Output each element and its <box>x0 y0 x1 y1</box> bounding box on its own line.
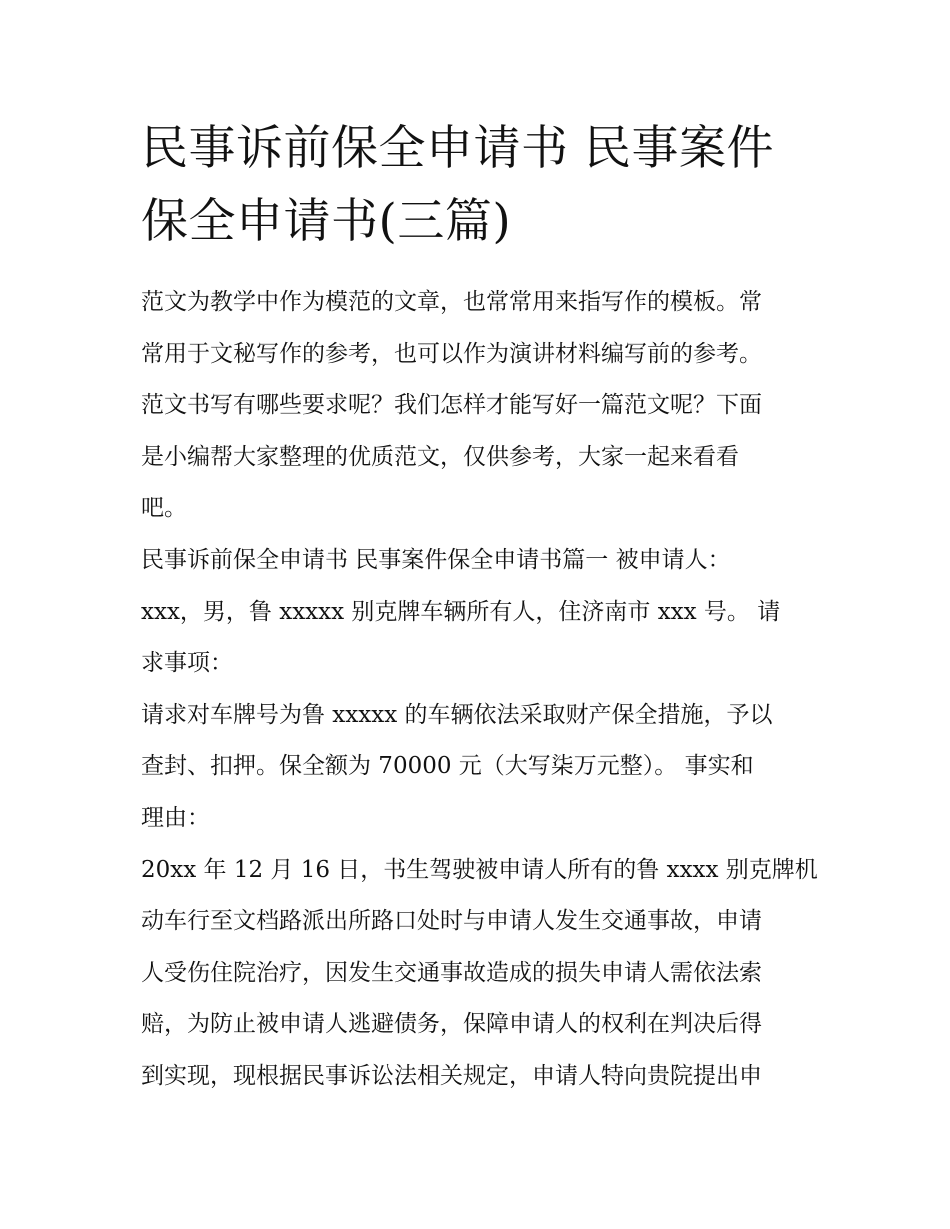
document-title <box>141 112 813 258</box>
body-line: 到实现，现根据民事诉讼法相关规定，申请人特向贵院提出申 <box>141 1062 762 1089</box>
body-line: 理由： <box>141 804 210 831</box>
title-line-2: 保全申请书(三篇) <box>141 194 512 249</box>
body-line: 常用于文秘写作的参考，也可以作为演讲材料编写前的参考。 <box>141 340 762 367</box>
body-line: 人受伤住院治疗，因发生交通事故造成的损失申请人需依法索 <box>141 959 762 986</box>
body-line: 动车行至文档路派出所路口处时与申请人发生交通事故，申请 <box>141 908 762 935</box>
body-line: 20xx 年 12 月 16 日，书生驾驶被申请人所有的鲁 xxxx 别克牌机 <box>141 856 818 883</box>
body-line: 吧。 <box>141 495 187 522</box>
document-content <box>141 112 818 1103</box>
body-line: 请求对车牌号为鲁 xxxxx 的车辆依法采取财产保全措施，予以 <box>141 701 773 728</box>
body-line: 民事诉前保全申请书 民事案件保全申请书篇一 被申请人： <box>141 546 731 573</box>
body-line: 赔，为防止被申请人逃避债务，保障申请人的权利在判决后得 <box>141 1011 762 1038</box>
document-body <box>141 277 818 1103</box>
body-line: 求事项： <box>141 650 233 677</box>
title-line-1: 民事诉前保全申请书 民事案件 <box>141 121 774 176</box>
body-line: 范文为教学中作为模范的文章，也常常用来指写作的模板。常 <box>141 289 762 315</box>
body-line: 是小编帮大家整理的优质范文，仅供参考，大家一起来看看 <box>141 443 739 470</box>
body-line: xxx，男，鲁 xxxxx 别克牌车辆所有人，住济南市 xxx 号。 请 <box>141 598 781 625</box>
body-line: 范文书写有哪些要求呢？我们怎样才能写好一篇范文呢？下面 <box>141 392 762 419</box>
body-line: 查封、扣押。保全额为 70000 元（大写柒万元整）。 事实和 <box>141 753 754 780</box>
